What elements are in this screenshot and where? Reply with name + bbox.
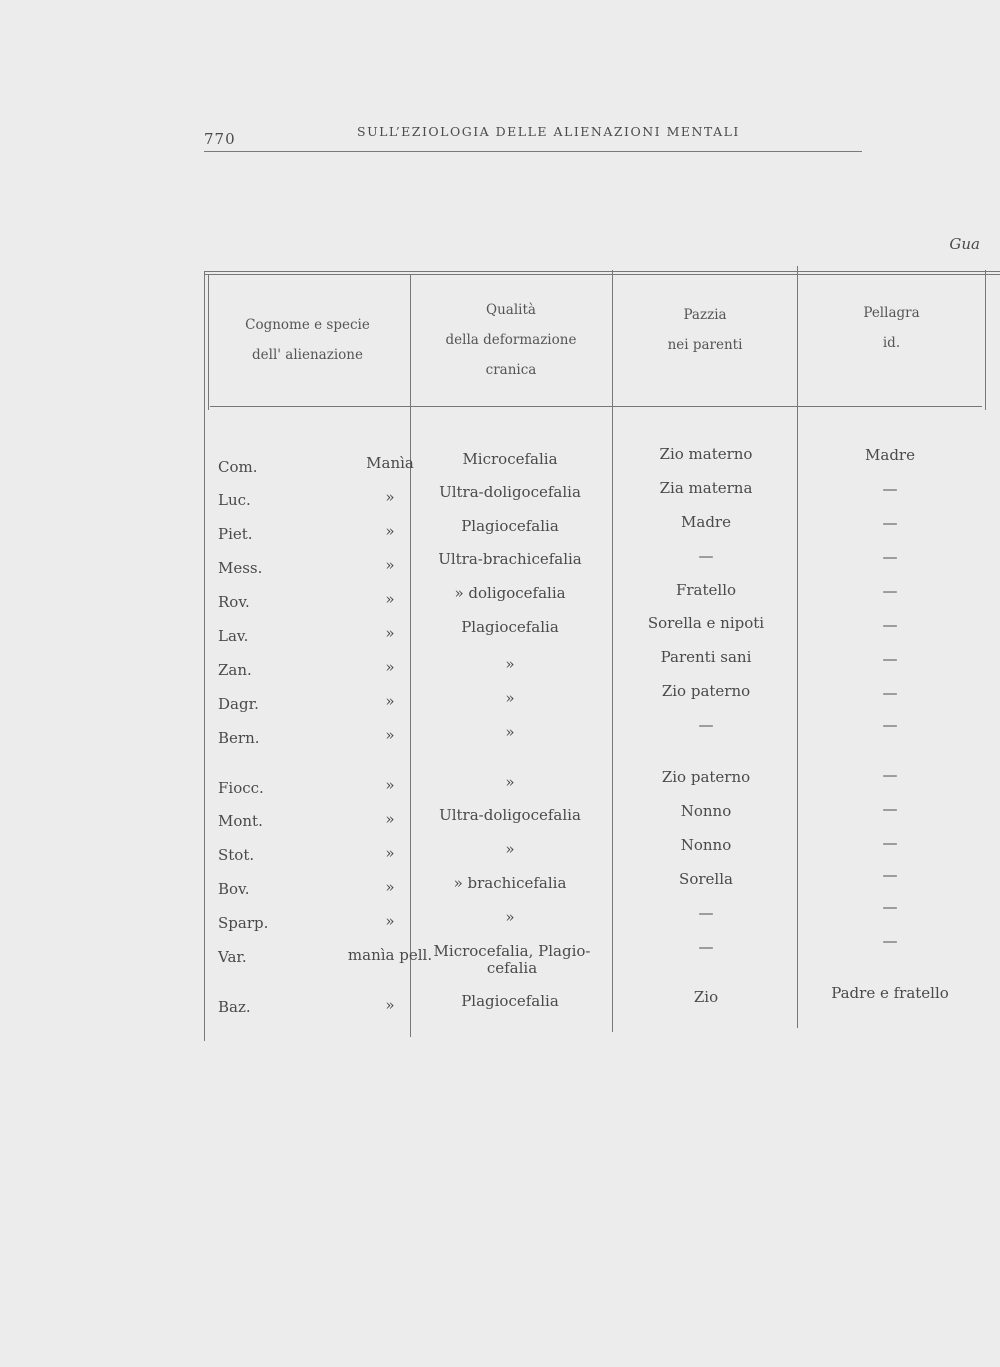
row-pellagra: — xyxy=(882,548,898,566)
row-name: Baz. xyxy=(218,998,251,1016)
row-pazzia: Zio paterno xyxy=(661,768,751,786)
row-pazzia: Nonno xyxy=(680,802,732,820)
table-top-rule-inner xyxy=(204,274,1000,275)
running-title: SULL’EZIOLOGIA DELLE ALIENAZIONI MENTALI xyxy=(357,124,740,139)
row-species: » xyxy=(385,844,395,862)
page-number: 770 xyxy=(204,130,236,148)
row-quality: » xyxy=(505,773,515,791)
row-pazzia: Madre xyxy=(681,513,731,531)
row-name: Zan. xyxy=(218,661,252,679)
column-header-quality: Qualità della deformazione cranica xyxy=(445,302,577,378)
row-quality: Microcefalia xyxy=(462,450,558,468)
row-name: Sparp. xyxy=(218,914,269,932)
row-pellagra: — xyxy=(882,684,898,702)
row-pazzia: Sorella xyxy=(679,870,733,888)
row-quality: » doligocefalia xyxy=(454,584,566,602)
row-name: Piet. xyxy=(218,525,253,543)
row-quality: » xyxy=(505,655,515,673)
row-pellagra: — xyxy=(882,834,898,852)
row-pellagra: — xyxy=(882,514,898,532)
row-pellagra: — xyxy=(882,616,898,634)
row-species: » xyxy=(385,726,395,744)
header-bottom-rule xyxy=(210,406,982,407)
row-pazzia: — xyxy=(698,547,714,565)
row-pellagra: — xyxy=(882,866,898,884)
row-name: Luc. xyxy=(218,491,251,509)
table-right-rule xyxy=(985,270,986,410)
row-species: Manìa xyxy=(366,454,414,472)
row-quality: Plagiocefalia xyxy=(461,992,559,1010)
row-species: » xyxy=(385,810,395,828)
row-pazzia: Zio xyxy=(693,988,719,1006)
row-species: » xyxy=(385,624,395,642)
table-left-rule-inner xyxy=(208,274,209,410)
row-pellagra: — xyxy=(882,898,898,916)
row-pazzia: Zia materna xyxy=(659,479,753,497)
row-pazzia: Fratello xyxy=(675,581,737,599)
row-pazzia: — xyxy=(698,904,714,922)
row-name: Rov. xyxy=(218,593,250,611)
row-species: » xyxy=(385,522,395,540)
row-name: Bern. xyxy=(218,729,260,747)
row-pazzia: Zio materno xyxy=(659,445,753,463)
row-pazzia: — xyxy=(698,938,714,956)
row-species: » xyxy=(385,776,395,794)
header-rule xyxy=(204,151,862,152)
row-pazzia: — xyxy=(698,716,714,734)
row-species: » xyxy=(385,912,395,930)
row-name: Dagr. xyxy=(218,695,259,713)
row-species: » xyxy=(385,996,395,1014)
row-pellagra: — xyxy=(882,932,898,950)
row-name: Mont. xyxy=(218,812,263,830)
column-header-pazzia: Pazzia nei parenti xyxy=(667,307,743,353)
row-quality: » xyxy=(505,908,515,926)
row-name: Bov. xyxy=(218,880,250,898)
row-quality: » xyxy=(505,689,515,707)
row-name: Fiocc. xyxy=(218,779,264,797)
row-species: » xyxy=(385,488,395,506)
row-species: » xyxy=(385,658,395,676)
row-quality: Plagiocefalia xyxy=(461,618,559,636)
row-species: manìa pell. xyxy=(347,946,433,964)
row-pellagra: — xyxy=(882,800,898,818)
row-quality: Microcefalia, Plagio-cefalia xyxy=(433,942,591,977)
row-name: Mess. xyxy=(218,559,263,577)
column-header-name: Cognome e specie dell' alienazione xyxy=(245,317,370,363)
row-quality: » xyxy=(505,723,515,741)
row-quality: Plagiocefalia xyxy=(461,517,559,535)
row-pellagra: — xyxy=(882,582,898,600)
row-quality: » xyxy=(505,840,515,858)
row-quality: » brachicefalia xyxy=(453,874,567,892)
row-species: » xyxy=(385,878,395,896)
row-pellagra: Padre e fratello xyxy=(831,984,949,1002)
table-top-rule xyxy=(204,271,1000,272)
corner-word: Gua xyxy=(949,235,980,253)
row-pazzia: Sorella e nipoti xyxy=(647,614,765,632)
row-name: Var. xyxy=(218,948,247,966)
row-name: Com. xyxy=(218,458,258,476)
row-pazzia: Zio paterno xyxy=(661,682,751,700)
col-divider-2 xyxy=(612,270,613,1032)
row-species: » xyxy=(385,590,395,608)
row-pellagra: Madre xyxy=(865,446,915,464)
row-quality: Ultra-doligocefalia xyxy=(439,483,581,501)
row-pellagra: — xyxy=(882,766,898,784)
row-pazzia: Nonno xyxy=(680,836,732,854)
row-species: » xyxy=(385,556,395,574)
column-header-pellagra: Pellagra id. xyxy=(863,305,920,351)
row-species: » xyxy=(385,692,395,710)
row-quality: Ultra-brachicefalia xyxy=(438,550,582,568)
row-pellagra: — xyxy=(882,480,898,498)
row-pellagra: — xyxy=(882,716,898,734)
table-left-rule xyxy=(204,271,205,1041)
row-pellagra: — xyxy=(882,650,898,668)
row-name: Lav. xyxy=(218,627,249,645)
row-name: Stot. xyxy=(218,846,255,864)
row-pazzia: Parenti sani xyxy=(660,648,752,666)
row-quality: Ultra-doligocefalia xyxy=(439,806,581,824)
